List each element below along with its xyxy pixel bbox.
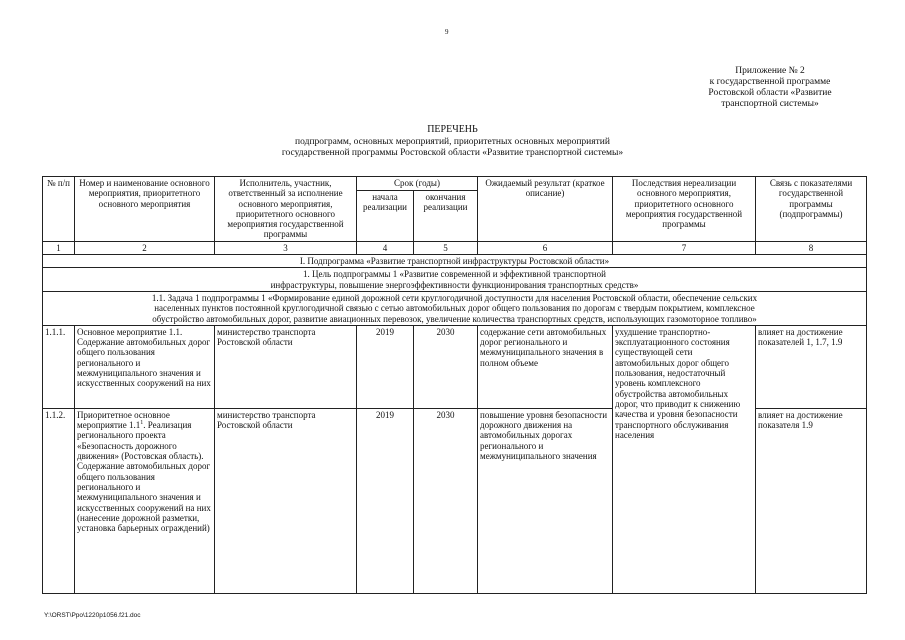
column-number: 6 (478, 241, 613, 254)
page-number: 9 (445, 28, 449, 36)
header-end: окончания реализации (414, 190, 478, 241)
column-number: 2 (75, 241, 215, 254)
goal-row (43, 268, 867, 292)
row-executor: министерство транспорта Ростовской области (215, 325, 357, 408)
task-row (43, 291, 867, 325)
header-row (43, 177, 867, 191)
measures-table (42, 176, 867, 594)
header-num: № п/п (43, 177, 75, 242)
task-line: обустройство автомобильных дорог, развитие авиационных перевозок, увеличение количества транспортных средств, использующих газомоторное топливо» (152, 313, 757, 324)
document-subtitle: подпрограмм, основных мероприятий, приоритетных основных мероприятий (295, 137, 610, 147)
header-term: Срок (годы) (357, 177, 478, 191)
appendix-line: транспортной системы» (721, 99, 819, 109)
column-number: 5 (414, 241, 478, 254)
column-number: 1 (43, 241, 75, 254)
row-executor: министерство транспорта Ростовской области (215, 408, 357, 593)
subprogram-row (43, 255, 867, 268)
header-executor: Исполнитель, участник, ответственный за исполнение основного мероприятия, приоритетного основного мероприятия государственной программы (215, 177, 357, 242)
row-link: влияет на достижение показателей 1, 1.7, 1.9 (756, 325, 867, 408)
row-result: содержание сети автомобильных дорог регионального и межмуниципального значения в полном объеме (478, 325, 613, 408)
appendix-line: Ростовской области «Развитие (708, 88, 832, 98)
appendix-line: к государственной программе (709, 77, 831, 87)
task-title (43, 291, 867, 325)
column-number: 7 (613, 241, 756, 254)
row-result: повышение уровня безопасности дорожного движения на автомобильных дорогах регионального и межмуниципального значения (478, 408, 613, 593)
goal-line: 1. Цель подпрограммы 1 «Развитие современной и эффективной транспортной (303, 269, 606, 280)
column-number: 3 (215, 241, 357, 254)
task-line: населенных пунктов постоянной круглогодичной связью с сетью автомобильных дорог общего пользования по дорогам с твердым покрытием, комплексное (154, 303, 755, 314)
footnote-mark: 1 (140, 420, 144, 427)
column-numbers-row (43, 241, 867, 254)
row-name-part: Приоритетное основное мероприятие 1.1 (77, 409, 170, 431)
row-start: 2019 (357, 408, 414, 593)
header-link: Связь с показателями государственной программы (подпрограммы) (756, 177, 867, 242)
row-name: Основное мероприятие 1.1. Содержание автомобильных дорог общего пользования регионального и межмуниципального значения и искусственных сооружений на них (75, 325, 215, 408)
header-consequences: Последствия нереализации основного мероприятия, приоритетного основного мероприятия государственной программы (613, 177, 756, 242)
row-start: 2019 (357, 325, 414, 408)
row-name-part: . Реализация регионального проекта «Безопасность дорожного движения» (Ростовская область). Содержание автомобильных дорог общего пользования регионального и межмуниципального значения и искусственных сооружений на них (нанесение дорожной разметки, установка барьерных ограждений) (77, 420, 211, 534)
header-result: Ожидаемый результат (краткое описание) (478, 177, 613, 242)
row-name (75, 408, 215, 593)
column-number: 4 (357, 241, 414, 254)
task-line: 1.1. Задача 1 подпрограммы 1 «Формирование единой дорожной сети круглогодичной доступности для населения Ростовской области, обеспечение сельских (151, 292, 758, 303)
goal-line: инфраструктуры, повышение энергоэффективности функционирования транспортных средств» (270, 279, 639, 290)
row-num: 1.1.1. (43, 325, 75, 408)
subprogram-title: I. Подпрограмма «Развитие транспортной инфраструктуры Ростовской области» (43, 255, 867, 268)
header-start: начала реализации (357, 190, 414, 241)
document-title: ПЕРЕЧЕНЬ (427, 124, 478, 135)
file-path: Y:\ORST\Ppo\1220p1056.f21.doc (44, 612, 141, 619)
appendix-line: Приложение № 2 (735, 66, 805, 76)
row-end: 2030 (414, 408, 478, 593)
document-subtitle: государственной программы Ростовской области «Развитие транспортной системы» (281, 148, 624, 158)
column-number: 8 (756, 241, 867, 254)
row-end: 2030 (414, 325, 478, 408)
row-consequences: ухудшение транспортно-эксплуатационного состояния существующей сети автомобильных дорог общего пользования, недостаточный уровень комплексного обустройства автомобильных дорог, что приводит к снижению качества и уровня безопасности транспортного обслуживания населения (613, 325, 756, 593)
row-link: влияет на достижение показателя 1.9 (756, 408, 867, 593)
document-heading (180, 124, 725, 159)
goal-title (43, 268, 867, 292)
row-num: 1.1.2. (43, 408, 75, 593)
header-name: Номер и наименование основного мероприятия, приоритетного основного мероприятия (75, 177, 215, 242)
table-row (43, 325, 867, 408)
appendix-note (690, 66, 850, 110)
